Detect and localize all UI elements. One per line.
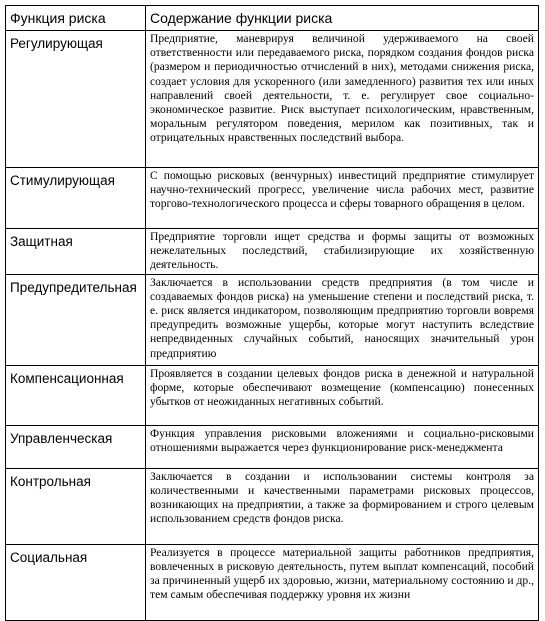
table-body xyxy=(6,31,539,621)
function-name: Регулирующая xyxy=(6,31,146,168)
table-row xyxy=(6,31,539,168)
table-row xyxy=(6,274,539,365)
function-name: Предупредительная xyxy=(6,274,146,365)
function-name: Компенсационная xyxy=(6,365,146,425)
risk-functions-table xyxy=(5,5,539,621)
table-row xyxy=(6,425,539,468)
function-content: Функция управления рисковыми вложениями и социально-рисковыми отношениями выражается через функционирование риск-менеджмента xyxy=(146,425,539,468)
table-row xyxy=(6,365,539,425)
function-content: Предприятие торговли ищет средства и формы защиты от возможных нежелательных последствий, стабилизирующие их хозяйственную деятельность. xyxy=(146,229,539,275)
function-content: Проявляется в создании целевых фондов риска в денежной и натуральной форме, которые обеспечивают возмещение (компенсацию) понесенных убытков от неожиданных негативных событий. xyxy=(146,365,539,425)
table-row xyxy=(6,168,539,229)
function-content: Заключается в использовании средств предприятия (в том числе и создаваемых фондов риска) на уменьшение степени и последствий риска, т. е. риск является индикатором, позволяющим предприятию торговли вовремя предупредить возможные ущербы, которые могут наступить вследствие непредвиденных случайных событий, наносящих значительный урон предприятию xyxy=(146,274,539,365)
header-function: Функция риска xyxy=(6,6,146,31)
function-content: Предприятие, маневрируя величиной удерживаемого на своей ответственности или передаваемого риска, порядком создания фондов риска (размером и периодичностью отчислений в них), методами снижения риска, создает условия для ускоренного (или замедленного) развития тех или иных направлений своей деятельности, т. е. регулирует свое социально-экономическое развитие. Риск выступает психологическим, нравственным, моральным регулятором поведения, мерилом как позитивных, так и отрицательных нравственных последствий выбора. xyxy=(146,31,539,168)
function-name: Управленческая xyxy=(6,425,146,468)
function-name: Стимулирующая xyxy=(6,168,146,229)
function-content: Реализуется в процессе материальной защиты работников предприятия, вовлеченных в рисковую деятельность, путем выплат компенсаций, пособий за причиненный ущерб их здоровью, жизни, материальному состоянию и др., тем самым обеспечивая поддержку уровня их жизни xyxy=(146,544,539,620)
function-content: С помощью рисковых (венчурных) инвестиций предприятие стимулирует научно-технический прогресс, увеличение числа рабочих мест, развитие торгово-технологического процесса и сферы товарного обращения в целом. xyxy=(146,168,539,229)
header-content: Содержание функции риска xyxy=(146,6,539,31)
function-content: Заключается в создании и использовании системы контроля за количественными и качественными параметрами рисковых процессов, возникающих на предприятии, а также за формированием и строго целевым использованием средств фондов риска. xyxy=(146,468,539,544)
table-row xyxy=(6,468,539,544)
table-row xyxy=(6,229,539,275)
table-row xyxy=(6,544,539,620)
function-name: Контрольная xyxy=(6,468,146,544)
function-name: Социальная xyxy=(6,544,146,620)
function-name: Защитная xyxy=(6,229,146,275)
table-header xyxy=(6,6,539,31)
header-row xyxy=(6,6,539,31)
